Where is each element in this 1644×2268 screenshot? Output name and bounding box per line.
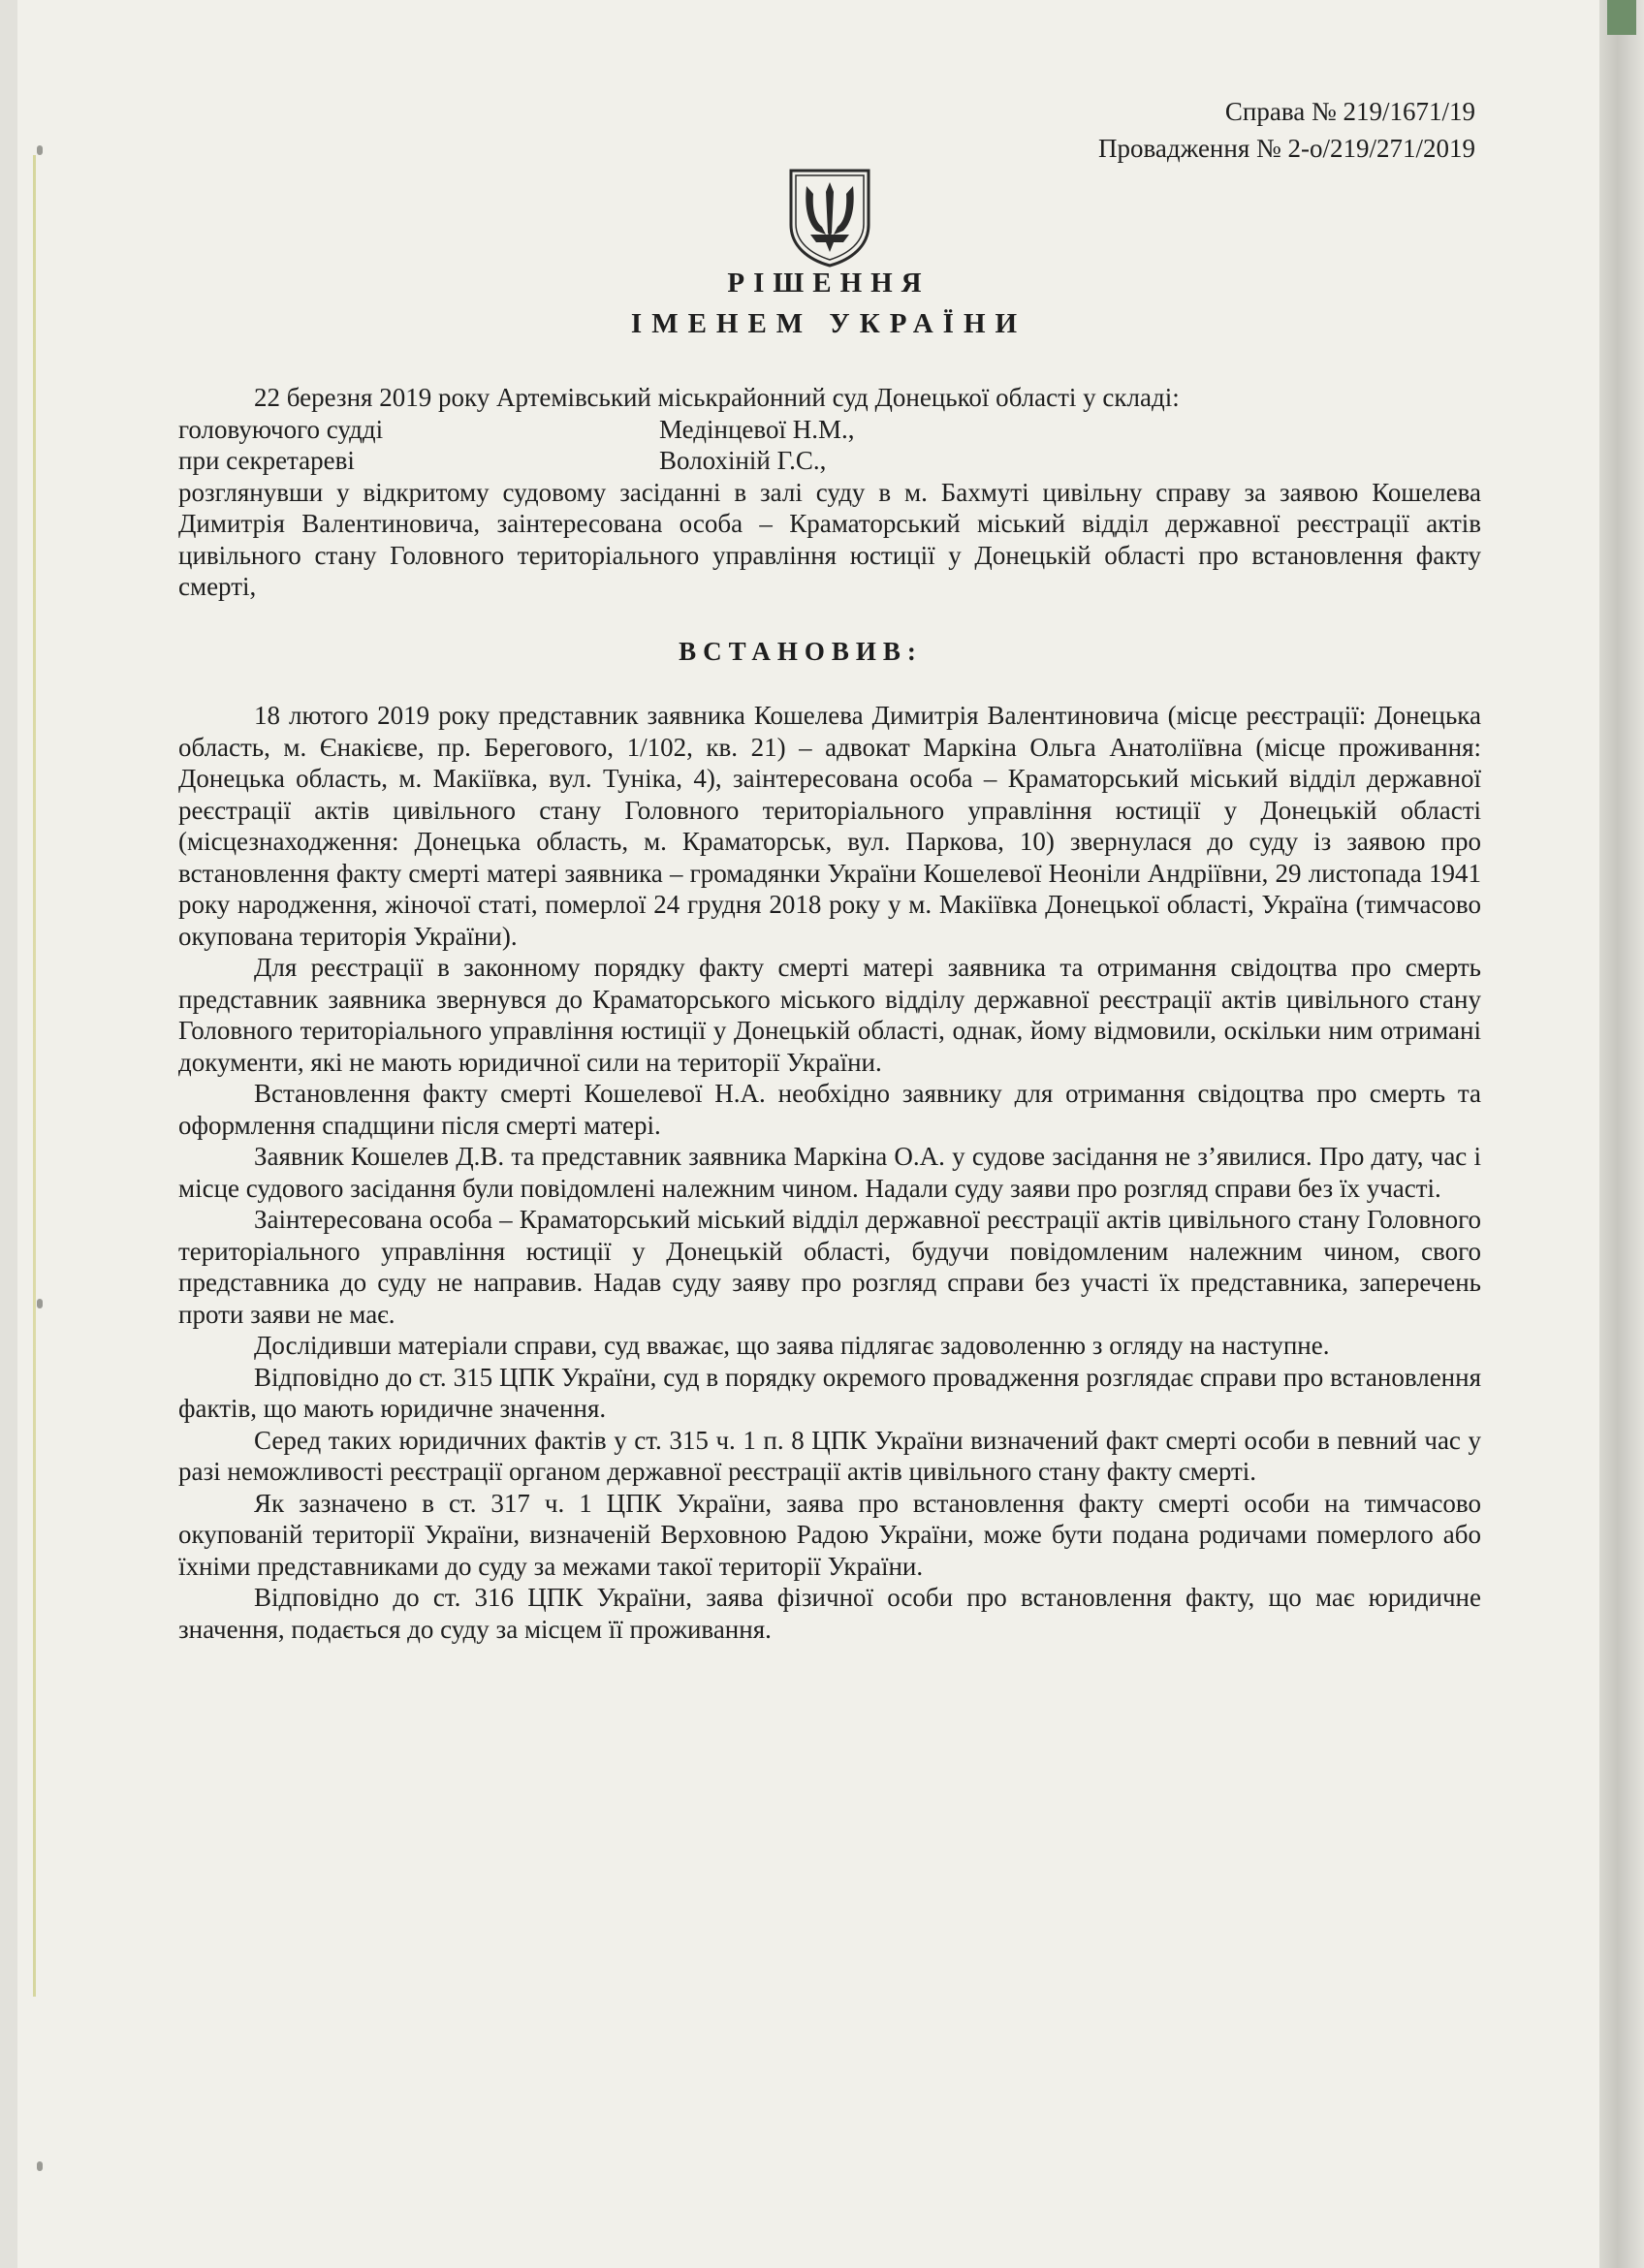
proceedings-number: Провадження № 2-о/219/271/2019 (1098, 134, 1475, 163)
paragraph: Відповідно до ст. 315 ЦПК України, суд в порядку окремого провадження розглядає справи про встановлення фактів, що мають юридичне значення. (178, 1362, 1481, 1423)
case-number: Справа № 219/1671/19 (1224, 97, 1475, 126)
scan-right-edge (1599, 0, 1644, 2268)
paragraph: Заінтересована особа – Краматорський міський відділ державної реєстрації актів цивільного стану Головного територіального управління юстиції у Донецькій області, будучи повідомленим належним чином, свого представника до суду не направив. Надав суду заяву про розгляд справи без участі їх представника, заперечень проти заяви не має. (178, 1205, 1481, 1329)
in-name-of-ukraine: ІМЕНЕМ УКРАЇНИ (630, 308, 1028, 339)
paragraph: 18 лютого 2019 року представник заявника Кошелева Димитрія Валентиновича (місце реєстрації: Донецька область, м. Єнакієве, пр. Берегового, 1/102, кв. 21) – адвокат Маркіна Ольга Анатоліївна (місце проживання: Донецька область, м. Макіївка, вул. Туніка, 4), заінтересована особа – Краматорський міський відділ державної реєстрації актів цивільного стану Головного територіального управління юстиції у Донецькій області (місцезнаходження: Донецька область, м. Краматорськ, вул. Паркова, 10) звернулася до суду із заявою про встановлення факту смерті матері заявника – громадянки України Кошелевої Неоніли Андріївни, 29 листопада 1941 року народження, жіночої статі, померлої 24 грудня 2018 року у м. Макіївка Донецької області, Україна (тимчасово окупована територія України). (178, 701, 1481, 951)
judge-row (178, 414, 1481, 446)
secretary-name: Волохіній Г.С., (659, 446, 827, 475)
case-header (1098, 93, 1475, 167)
trident-coat-of-arms-icon (783, 165, 876, 269)
secretary-label: при секретареві (178, 446, 355, 475)
paragraph: Відповідно до ст. 316 ЦПК України, заява фізичної особи про встановлення факту, що має юридичне значення, подається до суду за місцем її проживання. (178, 1583, 1481, 1644)
court-composition: 22 березня 2019 року Артемівський міськрайонний суд Донецької області у складі: (254, 383, 1180, 412)
punch-line (0, 0, 58, 2268)
paragraph: Заявник Кошелев Д.В. та представник заявника Маркіна О.А. у судове засідання не з’явилися. Про дату, час і місце судового засідання були повідомлені належним чином. Надали суду заяви про розгляд справи без їх участі. (178, 1142, 1481, 1203)
paragraph: Дослідивши матеріали справи, суд вважає, що заява підлягає задоволенню з огляду на наступне. (254, 1331, 1330, 1360)
paragraph: Серед таких юридичних фактів у ст. 315 ч. 1 п. 8 ЦПК України визначений факт смерті особи в певний час у разі неможливості реєстрації органом державної реєстрації актів цивільного стану факту смерті. (178, 1425, 1481, 1486)
section-title: ВСТАНОВИВ: (679, 636, 923, 666)
document-body (178, 382, 1481, 1645)
secretary-row (178, 445, 1481, 477)
paragraph: Для реєстрації в законному порядку факту смерті матері заявника та отримання свідоцтва про смерть представник заявника звернувся до Краматорського міського відділу державної реєстрації актів цивільного стану Головного територіального управління юстиції у Донецькій області, однак, йому відмовили, оскільки ним отримані документи, які не мають юридичної сили на території України. (178, 953, 1481, 1077)
judge-label: головуючого судді (178, 414, 384, 444)
judge-name: Медінцевої Н.М., (659, 414, 855, 444)
decision-title: РІШЕННЯ (727, 268, 931, 299)
paragraph: Встановлення факту смерті Кошелевої Н.А. необхідно заявнику для отримання свідоцтва про смерть та оформлення спадщини після смерті матері. (178, 1079, 1481, 1140)
paragraph: Як зазначено в ст. 317 ч. 1 ЦПК України, заява про встановлення факту смерті особи на тимчасово окупованій території України, визначеній Верховною Радою України, може бути подана родичами померлого або їхніми представниками до суду за межами такої території України. (178, 1488, 1481, 1581)
considered-paragraph: розглянувши у відкритому судовому засіданні в залі суду в м. Бахмуті цивільну справу за заявою Кошелева Димитрія Валентиновича, заінтересована особа – Краматорський міський відділ державної реєстрації актів цивільного стану Головного територіального управління юстиції у Донецькій області про встановлення факту смерті, (178, 477, 1481, 601)
